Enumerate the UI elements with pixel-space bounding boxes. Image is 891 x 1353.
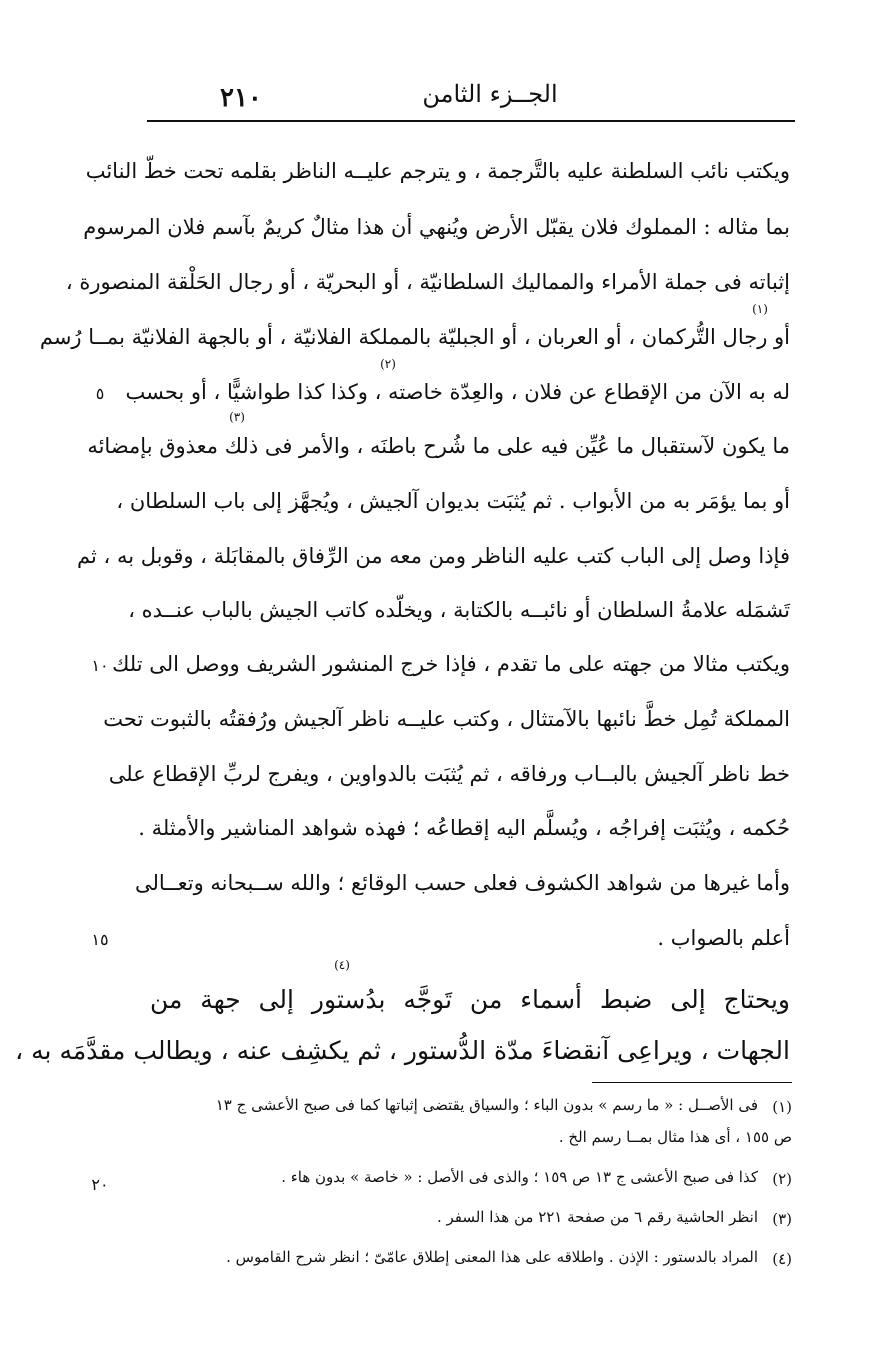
running-title: الجــزء الثامن bbox=[422, 80, 558, 108]
footnote-ref: (٣) bbox=[229, 410, 245, 424]
text-line: فإذا وصل إلى الباب كتب عليه الناظر ومن معه من الرِّفاق بالمقابَلة ، وقوبل به ، ثم bbox=[77, 544, 790, 568]
footnote-line: فى الأصــل : « ما رسم » بدون الباء ؛ والسياق يقتضى إثباتها كما فى صبح الأعشى ج ١٣ bbox=[215, 1096, 758, 1114]
text-line: وأما غيرها من شواهد الكشوف فعلى حسب الوقائع ؛ والله ســبحانه وتعــالى bbox=[135, 871, 790, 895]
text-line: أو رجال التُّركمان ، أو العربان ، أو الجبليّة بالمملكة الفلانيّة ، أو بالجهة الفلانيّة بمــا رُسم bbox=[39, 325, 790, 349]
text-line-large: الجهات ، ويراعِى آنقضاءَ مدّة الدُّستور ، ثم يكشِف عنه ، ويطالب مقدَّمَه به ، bbox=[15, 1036, 790, 1065]
footnote-number: (٣) bbox=[772, 1210, 792, 1228]
text-line: أو بما يؤمَر به من الأبواب . ثم يُثبَت بديوان آلجيش ، ويُجهَّز إلى باب السلطان ، bbox=[116, 489, 790, 513]
footnote-line: ص ١٥٥ ، أى هذا مثال بمــا رسم الخ . bbox=[558, 1128, 792, 1146]
line-number: ٥ bbox=[95, 384, 105, 403]
text-line: المملكة تُمِل خطَّ نائبها بالآمتثال ، وكتب عليــه ناظر آلجيش ورُفقتُه بالثبوت تحت bbox=[103, 707, 790, 731]
line-number: ٢٠ bbox=[91, 1175, 109, 1194]
text-line: تَشمَله علامةُ السلطان أو نائبــه بالكتابة ، ويخلّده كاتب الجيش بالباب عنــده ، bbox=[128, 598, 790, 622]
text-line: ويكتب نائب السلطنة عليه بالتَّرجمة ، و يترجم عليــه الناظر بقلمه تحت خطّ النائب bbox=[85, 159, 790, 183]
footnote-line: انظر الحاشية رقم ٦ من صفحة ٢٢١ من هذا السفر . bbox=[436, 1208, 758, 1226]
page-number: ٢١٠ bbox=[220, 83, 262, 113]
text-line: إثباته فى جملة الأمراء والمماليك السلطانيّة ، أو البحريّة ، أو رجال الحَلْقة المنصورة ، bbox=[65, 270, 790, 294]
footnote-number: (١) bbox=[772, 1098, 792, 1116]
footnote-ref: (٤) bbox=[334, 958, 350, 972]
text-line-large: ويحتاج إلى ضبط أسماء من تَوجَّه بدُستور إلى جهة من bbox=[150, 985, 790, 1014]
line-number: ١٠ bbox=[91, 656, 109, 675]
footnote-rule bbox=[592, 1082, 792, 1083]
text-line: له به الآن من الإقطاع عن فلان ، والعِدّة خاصته ، وكذا كذا طواشيًّا ، أو بحسب bbox=[125, 380, 790, 404]
text-line: أعلم بالصواب . bbox=[657, 926, 790, 950]
footnote-line: كذا فى صبح الأعشى ج ١٣ ص ١٥٩ ؛ والذى فى الأصل : « خاصة » بدون هاء . bbox=[281, 1168, 758, 1186]
footnote-number: (٢) bbox=[772, 1170, 792, 1188]
header-rule bbox=[147, 120, 795, 122]
text-line: خط ناظر آلجيش بالبــاب ورفاقه ، ثم يُثبَت بالدواوين ، ويفرج لربِّ الإقطاع على bbox=[108, 762, 790, 786]
footnote-line: المراد بالدستور : الإذن . واطلاقه على هذا المعنى إطلاق عامّىّ ؛ انظر شرح القاموس . bbox=[226, 1248, 758, 1266]
text-line: ما يكون لآستقبال ما عُيِّن فيه على ما شُرح باطنَه ، والأمر فى ذلك معذوق بإمضائه bbox=[87, 434, 790, 458]
text-line: بما مثاله : المملوك فلان يقبّل الأرض ويُنهي أن هذا مثالٌ كريمٌ بآسم فلان المرسوم bbox=[83, 215, 790, 239]
text-line: ويكتب مثالا من جهته على ما تقدم ، فإذا خرج المنشور الشريف ووصل الى تلك bbox=[112, 652, 790, 676]
footnote-ref: (١) bbox=[752, 302, 768, 316]
text-line: حُكمه ، ويُثبَت إفراجُه ، ويُسلَّم اليه إقطاعُه ؛ فهذه شواهد المناشير والأمثلة . bbox=[138, 816, 790, 840]
footnote-ref: (٢) bbox=[380, 357, 396, 371]
footnote-number: (٤) bbox=[772, 1250, 792, 1268]
line-number: ١٥ bbox=[91, 930, 109, 949]
